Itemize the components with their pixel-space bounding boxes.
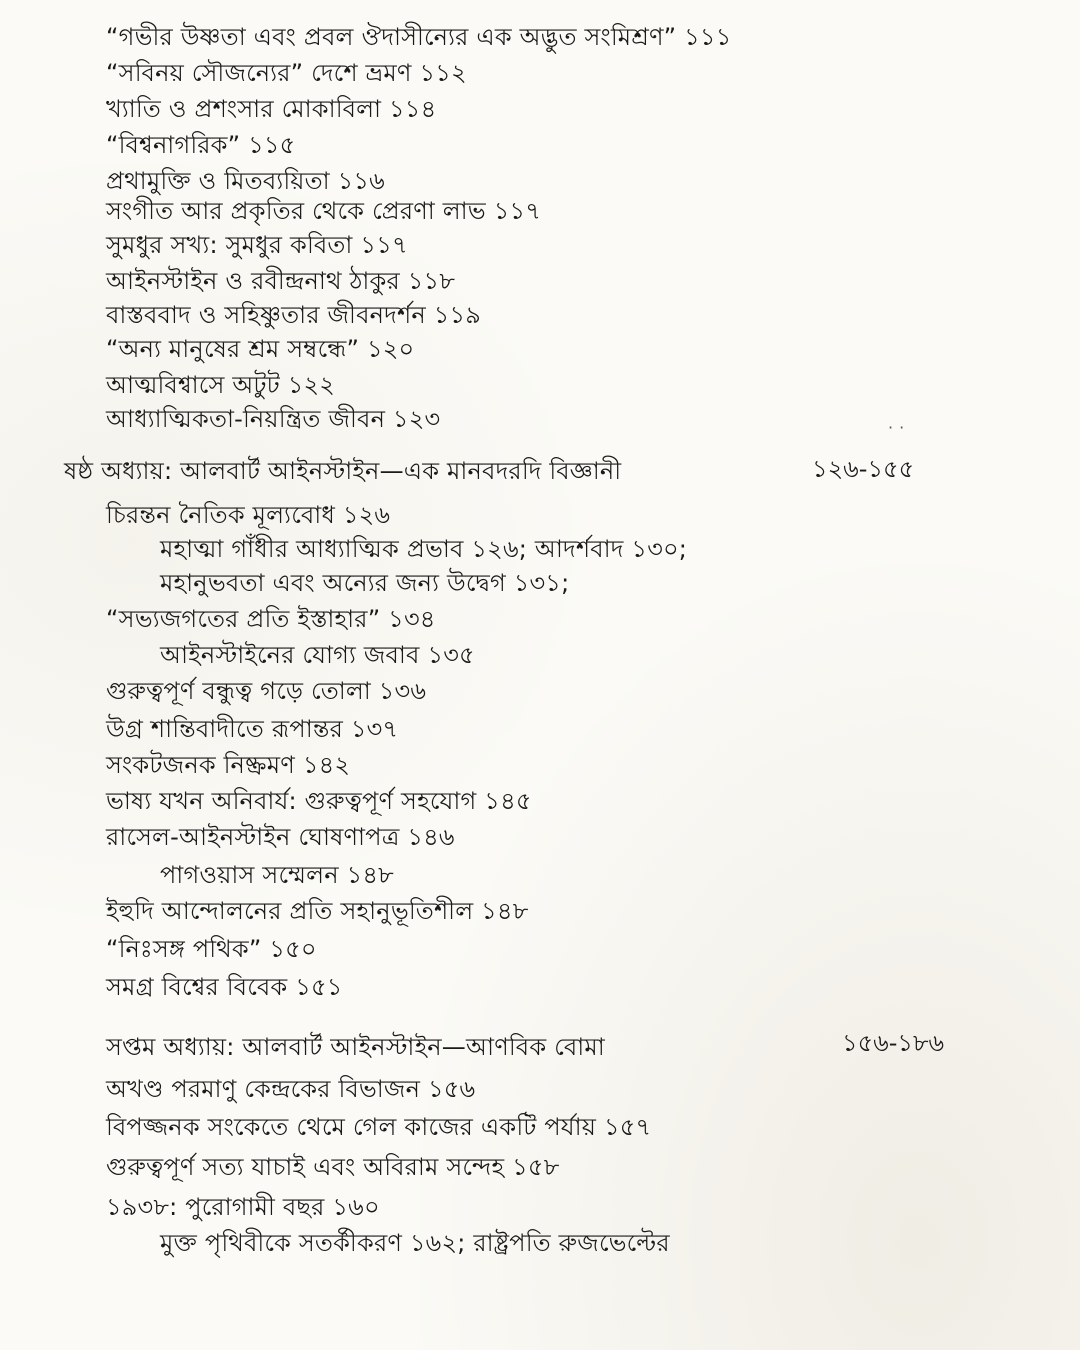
toc-entry: “অন্য মানুষের শ্রম সম্বন্ধে” ১২০ xyxy=(106,335,415,363)
toc-entry: ইহুদি আন্দোলনের প্রতি সহানুভূতিশীল ১৪৮ xyxy=(106,897,529,925)
toc-entry: আত্মবিশ্বাসে অটুট ১২২ xyxy=(106,371,336,399)
toc-entry: ১৯৩৮: পুরোগামী বছর ১৬০ xyxy=(106,1193,380,1221)
toc-subentry: আইনস্টাইনের যোগ্য জবাব ১৩৫ xyxy=(160,641,475,669)
toc-entry: খ্যাতি ও প্রশংসার মোকাবিলা ১১৪ xyxy=(106,95,437,123)
toc-entry: সংগীত আর প্রকৃতির থেকে প্রেরণা লাভ ১১৭ xyxy=(106,197,542,225)
toc-entry: সুমধুর সখ্য: সুমধুর কবিতা ১১৭ xyxy=(106,231,408,259)
toc-entry: “সভ্যজগতের প্রতি ইস্তাহার” ১৩৪ xyxy=(106,605,436,633)
chapter-heading: সপ্তম অধ্যায়: আলবার্ট আইনস্টাইন—আণবিক বোমা xyxy=(106,1033,605,1061)
toc-entry: গুরুত্বপূর্ণ বন্ধুত্ব গড়ে তোলা ১৩৬ xyxy=(106,677,427,705)
toc-entry: “গভীর উষ্ণতা এবং প্রবল ঔদাসীন্যের এক অদ্ভুত সংমিশ্রণ” ১১১ xyxy=(106,23,732,51)
toc-entry: আইনস্টাইন ও রবীন্দ্রনাথ ঠাকুর ১১৮ xyxy=(106,267,456,295)
toc-entry: রাসেল-আইনস্টাইন ঘোষণাপত্র ১৪৬ xyxy=(106,823,455,851)
toc-entry: প্রথামুক্তি ও মিতব্যয়িতা ১১৬ xyxy=(106,167,385,195)
toc-subentry: মুক্ত পৃথিবীকে সতর্কীকরণ ১৬২; রাষ্ট্রপতি রুজভেল্টের xyxy=(160,1229,670,1257)
chapter-page-range: ১৫৬-১৮৬ xyxy=(842,1029,945,1057)
chapter-page-range: ১২৬-১৫৫ xyxy=(812,455,915,483)
toc-entry: বাস্তববাদ ও সহিষ্ণুতার জীবনদর্শন ১১৯ xyxy=(106,301,482,329)
toc-entry: ভাষ্য যখন অনিবার্য: গুরুত্বপূর্ণ সহযোগ ১৪৫ xyxy=(106,787,532,815)
toc-entry: “বিশ্বনাগরিক” ১১৫ xyxy=(106,131,296,159)
toc-entry: সংকটজনক নিষ্ক্রমণ ১৪২ xyxy=(106,751,351,779)
toc-subentry: মহানুভবতা এবং অন্যের জন্য উদ্বেগ ১৩১; xyxy=(160,569,570,597)
toc-subentry: মহাত্মা গাঁধীর আধ্যাত্মিক প্রভাব ১২৬; আদর্শবাদ ১৩০; xyxy=(160,535,688,563)
toc-entry: সমগ্র বিশ্বের বিবেক ১৫১ xyxy=(106,973,343,1001)
stray-marks: ·· xyxy=(888,418,911,437)
toc-entry: বিপজ্জনক সংকেতে থেমে গেল কাজের একটি পর্যায় ১৫৭ xyxy=(106,1113,652,1141)
chapter-heading: ষষ্ঠ অধ্যায়: আলবার্ট আইনস্টাইন—এক মানবদরদি বিজ্ঞানী xyxy=(64,457,622,485)
toc-entry: “সবিনয় সৌজন্যের” দেশে ভ্রমণ ১১২ xyxy=(106,59,467,87)
toc-entry: গুরুত্বপূর্ণ সত্য যাচাই এবং অবিরাম সন্দেহ ১৫৮ xyxy=(106,1153,560,1181)
toc-subentry: পাগওয়াস সম্মেলন ১৪৮ xyxy=(160,861,394,889)
toc-entry: আধ্যাত্মিকতা-নিয়ন্ত্রিত জীবন ১২৩ xyxy=(106,405,441,433)
toc-entry: “নিঃসঙ্গ পথিক” ১৫০ xyxy=(106,935,317,963)
toc-entry: অখণ্ড পরমাণু কেন্দ্রকের বিভাজন ১৫৬ xyxy=(106,1075,476,1103)
toc-entry: চিরন্তন নৈতিক মূল্যবোধ ১২৬ xyxy=(106,501,391,529)
toc-entry: উগ্র শান্তিবাদীতে রূপান্তর ১৩৭ xyxy=(106,715,399,743)
